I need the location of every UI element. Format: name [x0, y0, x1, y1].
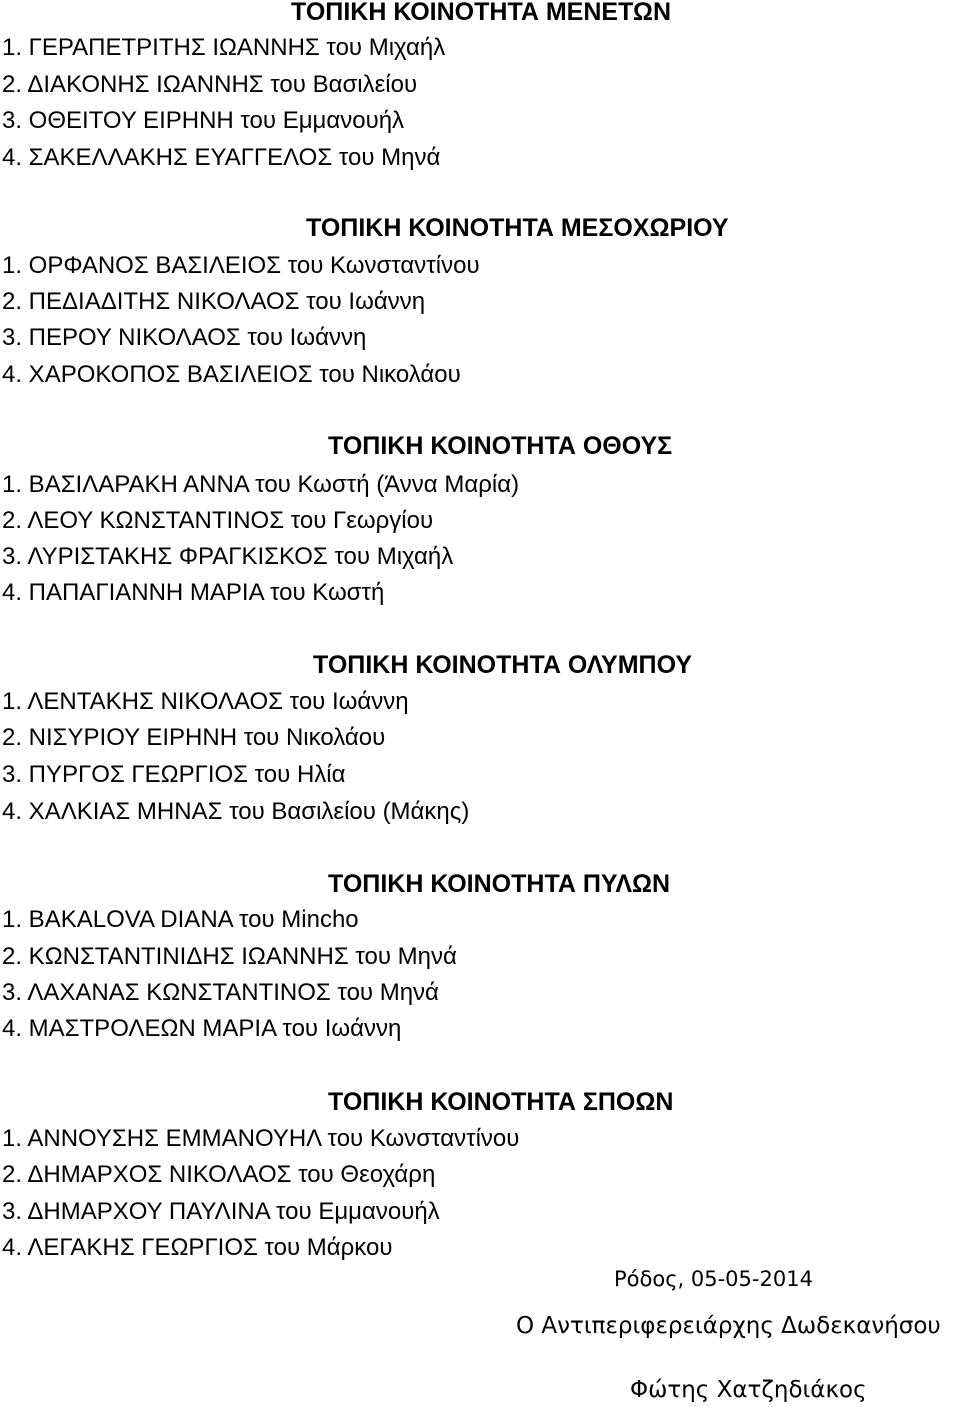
list-item: 2. ΝΙΣΥΡΙΟΥ ΕΙΡΗΝΗ του Νικολάου	[2, 724, 386, 751]
list-item: 2. ΔΙΑΚΟΝΗΣ ΙΩΑΝΝΗΣ του Βασιλείου	[2, 71, 418, 98]
list-item: 3. ΛΥΡΙΣΤΑΚΗΣ ΦΡΑΓΚΙΣΚΟΣ του Μιχαήλ	[2, 543, 454, 570]
list-item: 2. ΛΕΟΥ ΚΩΝΣΤΑΝΤΙΝΟΣ του Γεωργίου	[2, 507, 434, 534]
list-item: 3. ΠΥΡΓΟΣ ΓΕΩΡΓΙΟΣ του Ηλία	[2, 761, 346, 788]
section-heading: ΤΟΠΙΚΗ ΚΟΙΝΟΤΗΤΑ ΜΕΝΕΤΩΝ	[291, 0, 672, 26]
place-date: Ρόδος, 05-05-2014	[614, 1267, 813, 1291]
section-heading: ΤΟΠΙΚΗ ΚΟΙΝΟΤΗΤΑ ΣΠΟΩΝ	[328, 1088, 674, 1116]
list-item: 3. ΠΕΡΟΥ ΝΙΚΟΛΑΟΣ του Ιωάννη	[2, 324, 367, 351]
list-item: 2. ΔΗΜΑΡΧΟΣ ΝΙΚΟΛΑΟΣ του Θεοχάρη	[2, 1161, 436, 1188]
signatory-office: Ο Αντιπεριφερειάρχης Δωδεκανήσου	[516, 1313, 941, 1339]
list-item: 1. ΑΝΝΟΥΣΗΣ ΕΜΜΑΝΟΥΗΛ του Κωνσταντίνου	[2, 1125, 520, 1152]
list-item: 4. ΜΑΣΤΡΟΛΕΩΝ ΜΑΡΙΑ του Ιωάννη	[2, 1015, 402, 1042]
signatory-name: Φώτης Χατζηδιάκος	[630, 1377, 867, 1403]
section-heading: ΤΟΠΙΚΗ ΚΟΙΝΟΤΗΤΑ ΜΕΣΟΧΩΡΙΟΥ	[306, 214, 729, 242]
list-item: 1. BAKALOVA DIANA του Mincho	[2, 906, 359, 933]
list-item: 4. ΧΑΛΚΙΑΣ ΜΗΝΑΣ του Βασιλείου (Μάκης)	[2, 798, 470, 825]
list-item: 3. ΔΗΜΑΡΧΟΥ ΠΑΥΛΙΝΑ του Εμμανουήλ	[2, 1198, 440, 1225]
list-item: 4. ΛΕΓΑΚΗΣ ΓΕΩΡΓΙΟΣ του Μάρκου	[2, 1234, 393, 1261]
list-item: 1. ΒΑΣΙΛΑΡΑΚΗ ΑΝΝΑ του Κωστή (Άννα Μαρία)	[2, 471, 520, 498]
list-item: 4. ΠΑΠΑΓΙΑΝΝΗ ΜΑΡΙΑ του Κωστή	[2, 579, 385, 606]
list-item: 1. ΛΕΝΤΑΚΗΣ ΝΙΚΟΛΑΟΣ του Ιωάννη	[2, 688, 409, 715]
section-heading: ΤΟΠΙΚΗ ΚΟΙΝΟΤΗΤΑ ΟΛΥΜΠΟΥ	[313, 651, 693, 679]
list-item: 3. ΛΑΧΑΝΑΣ ΚΩΝΣΤΑΝΤΙΝΟΣ του Μηνά	[2, 979, 439, 1006]
list-item: 4. ΧΑΡΟΚΟΠΟΣ ΒΑΣΙΛΕΙΟΣ του Νικολάου	[2, 361, 461, 388]
list-item: 1. ΓΕΡΑΠΕΤΡΙΤΗΣ ΙΩΑΝΝΗΣ του Μιχαήλ	[2, 34, 446, 61]
list-item: 1. ΟΡΦΑΝΟΣ ΒΑΣΙΛΕΙΟΣ του Κωνσταντίνου	[2, 252, 480, 279]
list-item: 2. ΚΩΝΣΤΑΝΤΙΝΙΔΗΣ ΙΩΑΝΝΗΣ του Μηνά	[2, 943, 457, 970]
list-item: 4. ΣΑΚΕΛΛΑΚΗΣ ΕΥΑΓΓΕΛΟΣ του Μηνά	[2, 144, 441, 171]
section-heading: ΤΟΠΙΚΗ ΚΟΙΝΟΤΗΤΑ ΠΥΛΩΝ	[328, 870, 671, 898]
section-heading: ΤΟΠΙΚΗ ΚΟΙΝΟΤΗΤΑ ΟΘΟΥΣ	[328, 432, 673, 460]
list-item: 3. ΟΘΕΙΤΟΥ ΕΙΡΗΝΗ του Εμμανουήλ	[2, 107, 405, 134]
list-item: 2. ΠΕΔΙΑΔΙΤΗΣ ΝΙΚΟΛΑΟΣ του Ιωάννη	[2, 288, 426, 315]
